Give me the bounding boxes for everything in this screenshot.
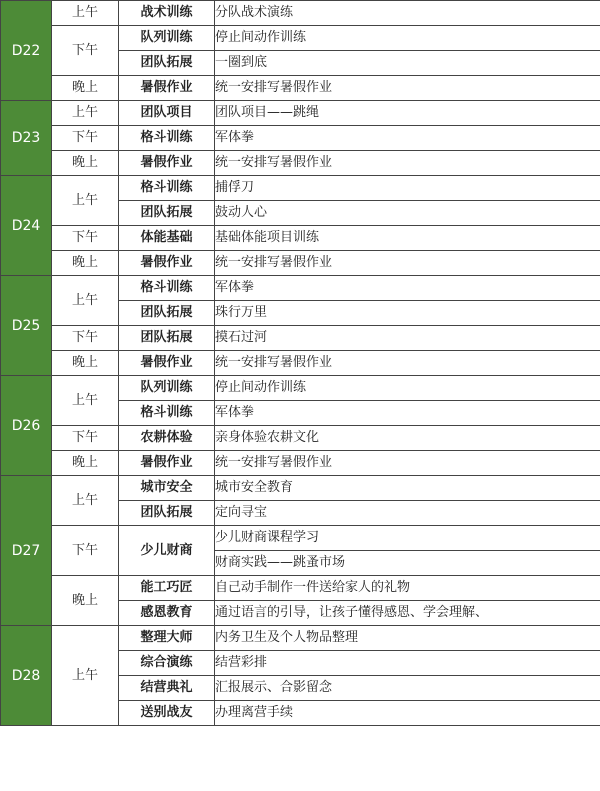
schedule-row — [1, 101, 600, 126]
activity-category: 暑假作业 — [119, 351, 215, 376]
day-label: D28 — [1, 626, 52, 726]
activity-category: 格斗训练 — [119, 126, 215, 151]
activity-category: 团队拓展 — [119, 301, 215, 326]
activity-category: 少儿财商 — [119, 526, 215, 576]
activity-category: 团队拓展 — [119, 326, 215, 351]
activity-content: 捕俘刀 — [215, 176, 600, 201]
schedule-row — [1, 576, 600, 601]
schedule-row — [1, 176, 600, 201]
period-label: 下午 — [52, 26, 119, 76]
schedule-row — [1, 226, 600, 251]
schedule-row — [1, 526, 600, 551]
period-label: 晚上 — [52, 151, 119, 176]
period-label: 晚上 — [52, 351, 119, 376]
activity-category: 结营典礼 — [119, 676, 215, 701]
activity-content: 军体拳 — [215, 401, 600, 426]
period-label: 晚上 — [52, 576, 119, 626]
period-label: 上午 — [52, 476, 119, 526]
schedule-row — [1, 1, 600, 26]
activity-category: 城市安全 — [119, 476, 215, 501]
activity-category: 整理大师 — [119, 626, 215, 651]
activity-content: 统一安排写暑假作业 — [215, 451, 600, 476]
activity-category: 感恩教育 — [119, 601, 215, 626]
activity-content: 内务卫生及个人物品整理 — [215, 626, 600, 651]
period-label: 下午 — [52, 126, 119, 151]
activity-content: 自己动手制作一件送给家人的礼物 — [215, 576, 600, 601]
period-label: 下午 — [52, 426, 119, 451]
schedule-row — [1, 151, 600, 176]
day-label: D23 — [1, 101, 52, 176]
schedule-row — [1, 476, 600, 501]
activity-category: 队列训练 — [119, 376, 215, 401]
activity-category: 队列训练 — [119, 26, 215, 51]
activity-content: 珠行万里 — [215, 301, 600, 326]
activity-category: 战术训练 — [119, 1, 215, 26]
period-label: 上午 — [52, 376, 119, 426]
day-label: D25 — [1, 276, 52, 376]
schedule-row — [1, 76, 600, 101]
period-label: 上午 — [52, 1, 119, 26]
activity-content: 少儿财商课程学习 — [215, 526, 600, 551]
period-label: 上午 — [52, 626, 119, 726]
activity-content: 财商实践——跳蚤市场 — [215, 551, 600, 576]
day-label: D27 — [1, 476, 52, 626]
activity-category: 团队项目 — [119, 101, 215, 126]
schedule-row — [1, 351, 600, 376]
period-label: 晚上 — [52, 251, 119, 276]
activity-category: 格斗训练 — [119, 176, 215, 201]
activity-category: 暑假作业 — [119, 76, 215, 101]
activity-category: 团队拓展 — [119, 51, 215, 76]
schedule-row — [1, 276, 600, 301]
activity-category: 暑假作业 — [119, 251, 215, 276]
activity-content: 城市安全教育 — [215, 476, 600, 501]
activity-content: 定向寻宝 — [215, 501, 600, 526]
day-label: D24 — [1, 176, 52, 276]
activity-category: 团队拓展 — [119, 201, 215, 226]
period-label: 上午 — [52, 276, 119, 326]
schedule-body — [1, 1, 600, 726]
activity-content: 统一安排写暑假作业 — [215, 251, 600, 276]
activity-content: 摸石过河 — [215, 326, 600, 351]
schedule-row — [1, 626, 600, 651]
activity-content: 结营彩排 — [215, 651, 600, 676]
period-label: 下午 — [52, 326, 119, 351]
schedule-row — [1, 426, 600, 451]
activity-content: 通过语言的引导，让孩子懂得感恩、学会理解、 — [215, 601, 600, 626]
activity-category: 体能基础 — [119, 226, 215, 251]
activity-content: 办理离营手续 — [215, 701, 600, 726]
activity-content: 鼓动人心 — [215, 201, 600, 226]
activity-content: 军体拳 — [215, 276, 600, 301]
period-label: 上午 — [52, 101, 119, 126]
schedule-row — [1, 126, 600, 151]
schedule-row — [1, 376, 600, 401]
activity-content: 基础体能项目训练 — [215, 226, 600, 251]
activity-category: 暑假作业 — [119, 451, 215, 476]
activity-category: 格斗训练 — [119, 276, 215, 301]
schedule-row — [1, 251, 600, 276]
period-label: 上午 — [52, 176, 119, 226]
activity-category: 能工巧匠 — [119, 576, 215, 601]
activity-content: 一圈到底 — [215, 51, 600, 76]
period-label: 晚上 — [52, 76, 119, 101]
period-label: 下午 — [52, 226, 119, 251]
schedule-row — [1, 26, 600, 51]
activity-content: 停止间动作训练 — [215, 26, 600, 51]
activity-category: 农耕体验 — [119, 426, 215, 451]
activity-content: 统一安排写暑假作业 — [215, 76, 600, 101]
activity-content: 分队战术演练 — [215, 1, 600, 26]
day-label: D26 — [1, 376, 52, 476]
activity-content: 军体拳 — [215, 126, 600, 151]
period-label: 下午 — [52, 526, 119, 576]
activity-content: 统一安排写暑假作业 — [215, 151, 600, 176]
activity-category: 暑假作业 — [119, 151, 215, 176]
schedule-row — [1, 326, 600, 351]
activity-content: 汇报展示、合影留念 — [215, 676, 600, 701]
activity-category: 格斗训练 — [119, 401, 215, 426]
activity-category: 综合演练 — [119, 651, 215, 676]
activity-category: 送别战友 — [119, 701, 215, 726]
day-label: D22 — [1, 1, 52, 101]
schedule-row — [1, 451, 600, 476]
period-label: 晚上 — [52, 451, 119, 476]
activity-content: 团队项目——跳绳 — [215, 101, 600, 126]
activity-content: 亲身体验农耕文化 — [215, 426, 600, 451]
activity-content: 停止间动作训练 — [215, 376, 600, 401]
activity-category: 团队拓展 — [119, 501, 215, 526]
activity-content: 统一安排写暑假作业 — [215, 351, 600, 376]
